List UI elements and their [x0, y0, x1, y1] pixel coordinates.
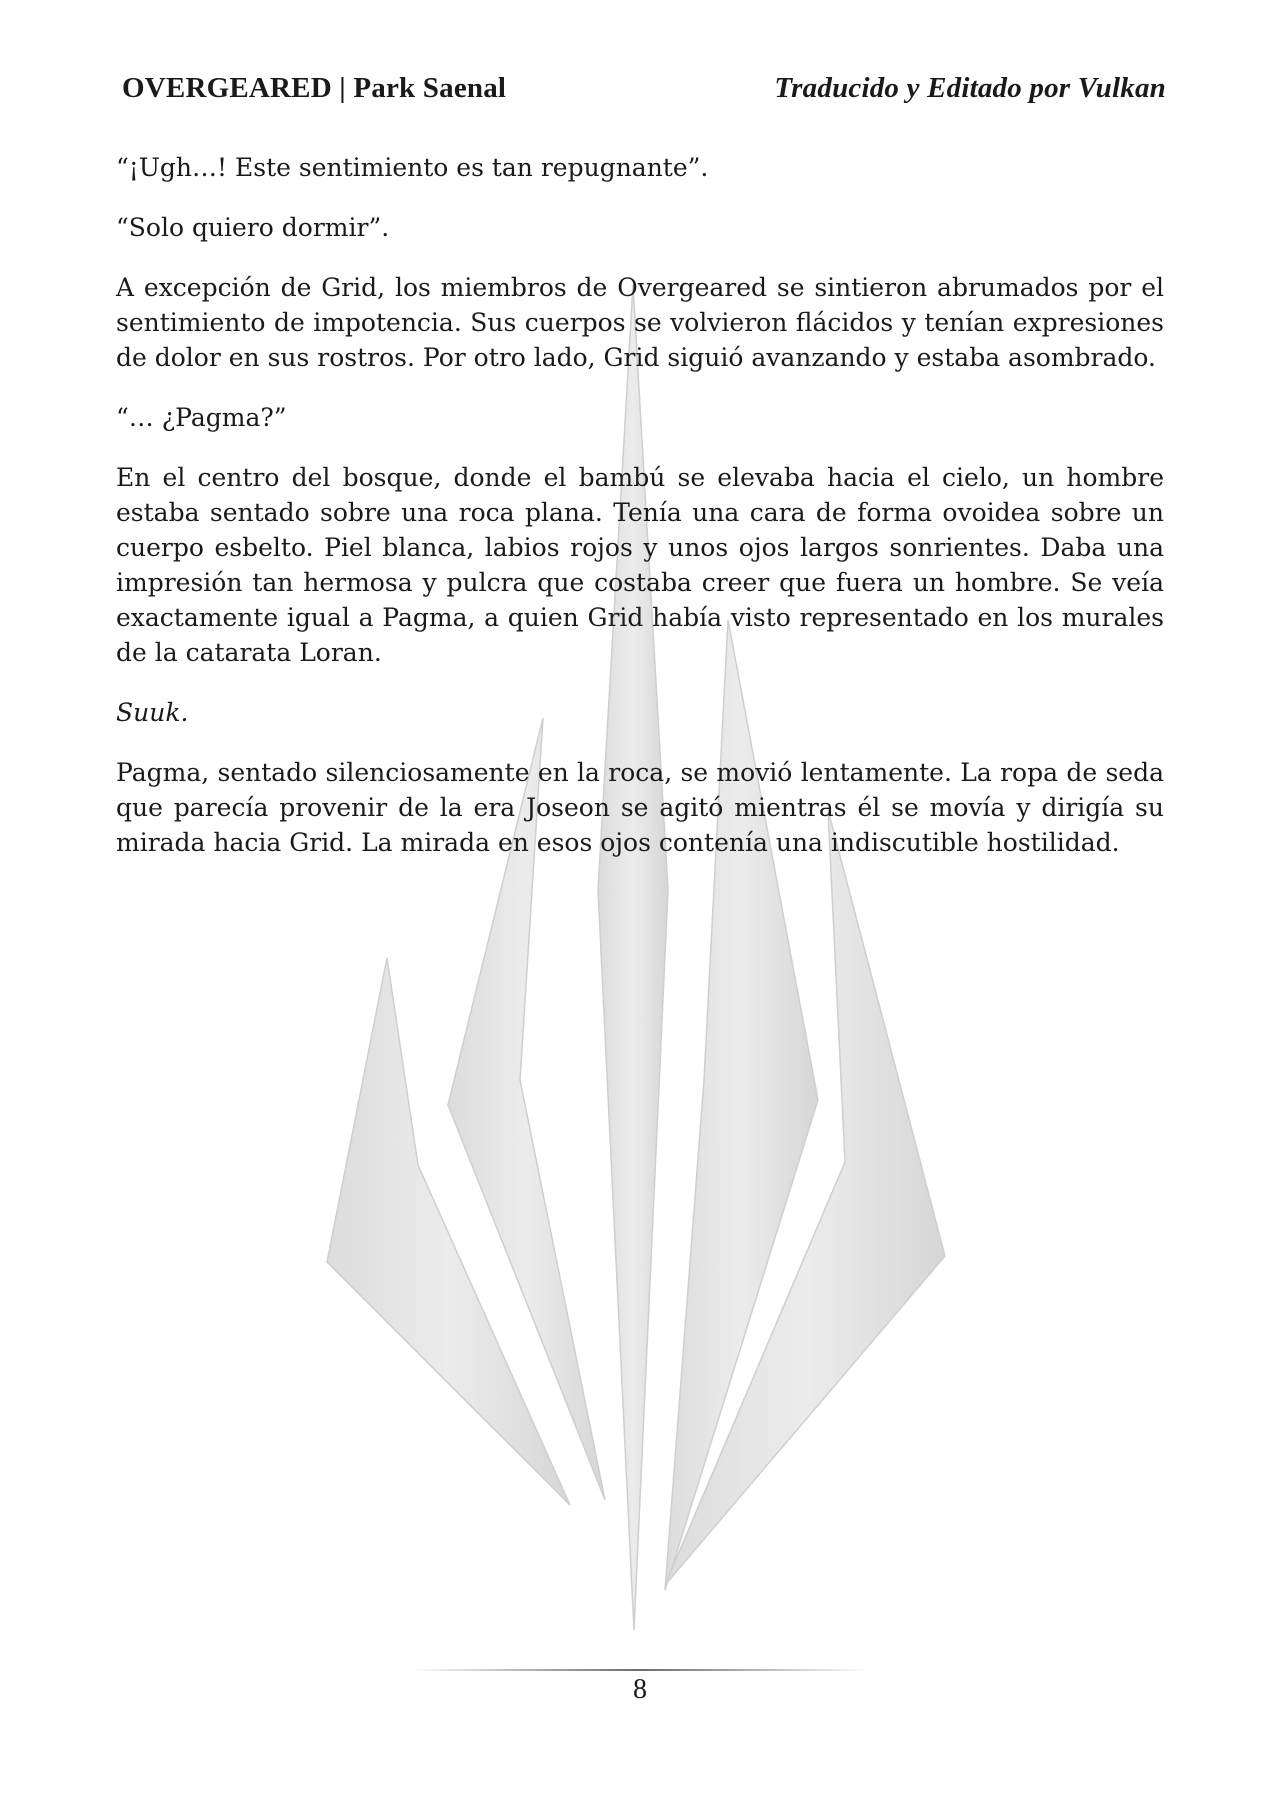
book-title-author: OVERGEARED | Park Saenal — [122, 72, 507, 104]
paragraph-6-sound-effect: Suuk. — [116, 698, 189, 727]
page-body — [116, 150, 1164, 885]
page-header — [122, 72, 1166, 112]
paragraph-7: Pagma, sentado silenciosamente en la roca, se movió lentamente. La ropa de seda que parecía provenir de la era Joseon se agitó mientras él se movía y dirigía su mirada hacia Grid. La mirada en esos ojos contenía una indiscutible hostilidad. — [116, 758, 1164, 857]
paragraph-1: “¡Ugh…! Este sentimiento es tan repugnante”. — [116, 153, 709, 182]
footer-divider — [410, 1669, 870, 1672]
paragraph-3: A excepción de Grid, los miembros de Overgeared se sintieron abrumados por el sentimiento de impotencia. Sus cuerpos se volvieron flácidos y tenían expresiones de dolor en sus rostros. Por otro lado, Grid siguió avanzando y estaba asombrado. — [116, 273, 1164, 372]
paragraph-5: En el centro del bosque, donde el bambú se elevaba hacia el cielo, un hombre estaba sentado sobre una roca plana. Tenía una cara de forma ovoidea sobre un cuerpo esbelto. Piel blanca, labios rojos y unos ojos largos sonrientes. Daba una impresión tan hermosa y pulcra que costaba creer que fuera un hombre. Se veía exactamente igual a Pagma, a quien Grid había visto representado en los murales de la catarata Loran. — [116, 463, 1164, 667]
paragraph-4: “… ¿Pagma?” — [116, 403, 287, 432]
paragraph-2: “Solo quiero dormir”. — [116, 213, 390, 242]
page-number: 8 — [633, 1674, 647, 1705]
translator-credit: Traducido y Editado por Vulkan — [774, 72, 1166, 104]
